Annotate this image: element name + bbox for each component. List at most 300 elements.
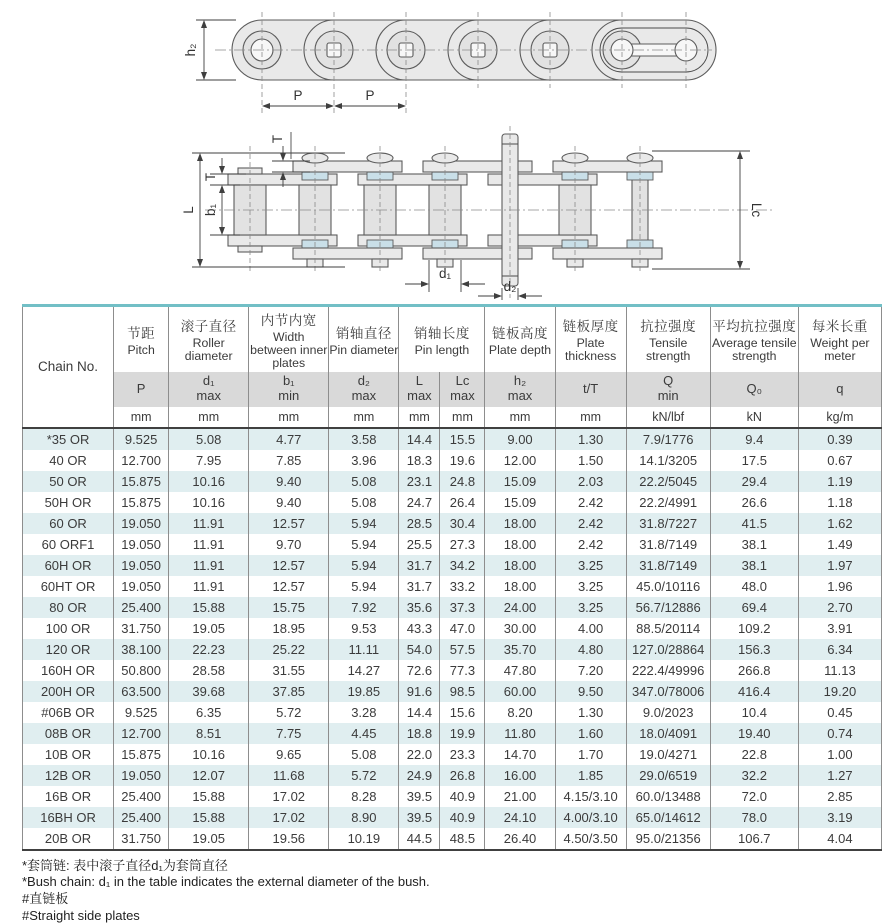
chain-no-cell: 120 OR bbox=[23, 639, 114, 660]
spec-value-cell: 17.02 bbox=[249, 786, 329, 807]
spec-value-cell: 25.22 bbox=[249, 639, 329, 660]
table-row bbox=[23, 639, 882, 660]
spec-value-cell: 14.4 bbox=[399, 428, 440, 450]
spec-value-cell: 7.92 bbox=[329, 597, 399, 618]
spec-value-cell: 19.40 bbox=[710, 723, 798, 744]
col-header-inner-width bbox=[249, 306, 329, 372]
spec-value-cell: 11.11 bbox=[329, 639, 399, 660]
spec-value-cell: 9.70 bbox=[249, 534, 329, 555]
table-row bbox=[23, 450, 882, 471]
unit-mm: mm bbox=[249, 407, 329, 428]
spec-value-cell: 45.0/10116 bbox=[626, 576, 710, 597]
header-en: Plate depth bbox=[488, 342, 552, 357]
table-row bbox=[23, 681, 882, 702]
table-row bbox=[23, 807, 882, 828]
footnote-line: #Straight side plates bbox=[22, 908, 140, 923]
chain-no-cell: 50H OR bbox=[44, 494, 92, 510]
dim-label-d2: d₂ bbox=[503, 279, 517, 294]
spec-value-cell: 1.49 bbox=[798, 534, 881, 555]
table-row bbox=[23, 513, 882, 534]
spec-value-cell: 57.5 bbox=[440, 639, 485, 660]
header-name-row bbox=[23, 306, 882, 372]
col-header-pitch bbox=[114, 306, 169, 372]
spec-value-cell: 31.7 bbox=[399, 555, 440, 576]
spec-value-cell: 39.5 bbox=[399, 786, 440, 807]
spec-value-cell: 15.875 bbox=[114, 471, 169, 492]
col-header-avg-tensile-strength bbox=[710, 306, 798, 372]
spec-value-cell: 12.57 bbox=[249, 513, 329, 534]
dim-label-t-top: T bbox=[270, 134, 285, 144]
spec-value-cell: 35.70 bbox=[485, 639, 555, 660]
header-en: Average tensile strength bbox=[712, 336, 797, 364]
spec-value-cell: 4.00 bbox=[555, 618, 626, 639]
dim-label-p2: P bbox=[365, 88, 375, 103]
unit-kn-lbf: kN/lbf bbox=[626, 407, 710, 428]
spec-value-cell: 1.97 bbox=[798, 555, 881, 576]
spec-value-cell: 25.400 bbox=[114, 786, 169, 807]
spec-value-cell: 11.91 bbox=[169, 534, 249, 555]
spec-value-cell: 1.50 bbox=[555, 450, 626, 471]
unit-mm: mm bbox=[485, 407, 555, 428]
header-cn: 节距 bbox=[127, 325, 156, 341]
chain-side-view-diagram bbox=[0, 0, 884, 120]
spec-value-cell: 2.03 bbox=[555, 471, 626, 492]
spec-value-cell: 37.85 bbox=[249, 681, 329, 702]
spec-value-cell: 15.09 bbox=[485, 492, 555, 513]
spec-value-cell: 7.9/1776 bbox=[626, 428, 710, 450]
spec-value-cell: 47.0 bbox=[440, 618, 485, 639]
table-row bbox=[23, 702, 882, 723]
spec-value-cell: 17.02 bbox=[249, 807, 329, 828]
spec-value-cell: 37.3 bbox=[440, 597, 485, 618]
spec-value-cell: 8.20 bbox=[485, 702, 555, 723]
table-row bbox=[23, 786, 882, 807]
spec-value-cell: 22.23 bbox=[169, 639, 249, 660]
unit-mm: mm bbox=[555, 407, 626, 428]
spec-value-cell: 12.700 bbox=[114, 723, 169, 744]
spec-value-cell: 19.85 bbox=[329, 681, 399, 702]
spec-value-cell: 18.95 bbox=[249, 618, 329, 639]
spec-value-cell: 9.525 bbox=[114, 702, 169, 723]
header-cn: 内节内宽 bbox=[260, 313, 317, 329]
spec-value-cell: 24.00 bbox=[485, 597, 555, 618]
spec-value-cell: 5.72 bbox=[329, 765, 399, 786]
footnote-line: #直链板 bbox=[22, 891, 69, 907]
unit-mm: mm bbox=[329, 407, 399, 428]
spec-value-cell: 9.4 bbox=[710, 428, 798, 450]
spec-value-cell: 54.0 bbox=[399, 639, 440, 660]
spec-value-cell: 24.8 bbox=[440, 471, 485, 492]
spec-value-cell: 4.50/3.50 bbox=[555, 828, 626, 850]
spec-value-cell: 4.77 bbox=[249, 428, 329, 450]
spec-value-cell: 14.70 bbox=[485, 744, 555, 765]
spec-value-cell: 39.5 bbox=[399, 807, 440, 828]
spec-value-cell: 78.0 bbox=[710, 807, 798, 828]
spec-value-cell: 34.2 bbox=[440, 555, 485, 576]
table-row bbox=[23, 828, 882, 850]
spec-value-cell: 2.42 bbox=[555, 513, 626, 534]
chain-no-cell: 16BH OR bbox=[23, 807, 114, 828]
spec-value-cell: 5.08 bbox=[329, 471, 399, 492]
spec-value-cell: 1.30 bbox=[555, 702, 626, 723]
dim-label-d1: d₁ bbox=[438, 266, 452, 281]
spec-value-cell: 10.19 bbox=[329, 828, 399, 850]
spec-value-cell: 22.0 bbox=[399, 744, 440, 765]
symbol-p: P bbox=[114, 372, 169, 407]
symbol-d1: d₁ max bbox=[169, 372, 249, 407]
spec-value-cell: 16.00 bbox=[485, 765, 555, 786]
chain-no-cell: 10B OR bbox=[44, 746, 92, 762]
chain-no-cell: 160H OR bbox=[40, 662, 96, 678]
table-row bbox=[23, 534, 882, 555]
header-cn: 链板厚度 bbox=[562, 319, 619, 335]
spec-value-cell: 7.75 bbox=[249, 723, 329, 744]
header-unit-row bbox=[23, 407, 882, 428]
spec-value-cell: 11.68 bbox=[249, 765, 329, 786]
chain-no-cell: 50 OR bbox=[23, 471, 114, 492]
spec-value-cell: 5.94 bbox=[329, 576, 399, 597]
spec-value-cell: 0.67 bbox=[798, 450, 881, 471]
spec-value-cell: 9.40 bbox=[249, 471, 329, 492]
spec-value-cell: 14.27 bbox=[329, 660, 399, 681]
spec-value-cell: 10.4 bbox=[710, 702, 798, 723]
col-header-pin-diameter bbox=[329, 306, 399, 372]
spec-value-cell: 3.28 bbox=[329, 702, 399, 723]
spec-value-cell: 4.04 bbox=[798, 828, 881, 850]
spec-value-cell: 22.2/4991 bbox=[626, 492, 710, 513]
spec-value-cell: 24.7 bbox=[399, 492, 440, 513]
spec-value-cell: 4.15/3.10 bbox=[555, 786, 626, 807]
chain-no-cell: 12B OR bbox=[23, 765, 114, 786]
table-row bbox=[23, 597, 882, 618]
chain-plan-view-diagram bbox=[0, 120, 884, 304]
chain-no-cell: 60 OR bbox=[23, 513, 114, 534]
spec-value-cell: 65.0/14612 bbox=[626, 807, 710, 828]
chain-no-cell: 60HT OR bbox=[40, 578, 96, 594]
spec-value-cell: 2.42 bbox=[555, 492, 626, 513]
spec-value-cell: 0.39 bbox=[798, 428, 881, 450]
spec-value-cell: 4.00/3.10 bbox=[555, 807, 626, 828]
spec-value-cell: 31.55 bbox=[249, 660, 329, 681]
spec-value-cell: 5.08 bbox=[329, 744, 399, 765]
spec-value-cell: 1.18 bbox=[798, 492, 881, 513]
spec-value-cell: 11.91 bbox=[169, 576, 249, 597]
spec-value-cell: 43.3 bbox=[399, 618, 440, 639]
spec-value-cell: 15.875 bbox=[114, 744, 169, 765]
spec-value-cell: 347.0/78006 bbox=[626, 681, 710, 702]
spec-value-cell: 32.2 bbox=[710, 765, 798, 786]
spec-value-cell: 11.91 bbox=[169, 555, 249, 576]
spec-value-cell: 29.0/6519 bbox=[626, 765, 710, 786]
spec-value-cell: 0.45 bbox=[798, 702, 881, 723]
spec-value-cell: 15.09 bbox=[485, 471, 555, 492]
spec-value-cell: 28.58 bbox=[169, 660, 249, 681]
spec-value-cell: 26.4 bbox=[440, 492, 485, 513]
spec-value-cell: 19.050 bbox=[114, 555, 169, 576]
spec-value-cell: 3.25 bbox=[555, 576, 626, 597]
spec-value-cell: 50.800 bbox=[114, 660, 169, 681]
spec-value-cell: 19.0/4271 bbox=[626, 744, 710, 765]
spec-value-cell: 3.58 bbox=[329, 428, 399, 450]
dim-label-b1: b₁ bbox=[203, 203, 218, 217]
symbol-q: Q min bbox=[626, 372, 710, 407]
spec-value-cell: 31.750 bbox=[114, 618, 169, 639]
spec-value-cell: 1.30 bbox=[555, 428, 626, 450]
col-header-plate-thickness bbox=[555, 306, 626, 372]
table-row bbox=[23, 428, 882, 450]
spec-value-cell: 1.96 bbox=[798, 576, 881, 597]
table-row bbox=[23, 744, 882, 765]
spec-value-cell: 17.5 bbox=[710, 450, 798, 471]
table-row bbox=[23, 765, 882, 786]
spec-value-cell: 18.0/4091 bbox=[626, 723, 710, 744]
spec-value-cell: 31.8/7149 bbox=[626, 534, 710, 555]
chain-no-cell: 40 OR bbox=[49, 452, 87, 468]
spec-value-cell: 1.27 bbox=[798, 765, 881, 786]
symbol-h2: h₂ max bbox=[485, 372, 555, 407]
spec-value-cell: 56.7/12886 bbox=[626, 597, 710, 618]
spec-value-cell: 24.10 bbox=[485, 807, 555, 828]
spec-value-cell: 9.0/2023 bbox=[626, 702, 710, 723]
spec-value-cell: 266.8 bbox=[710, 660, 798, 681]
spec-value-cell: 15.5 bbox=[440, 428, 485, 450]
spec-value-cell: 19.050 bbox=[114, 513, 169, 534]
spec-value-cell: 127.0/28864 bbox=[626, 639, 710, 660]
spec-value-cell: 30.4 bbox=[440, 513, 485, 534]
table-row bbox=[23, 555, 882, 576]
spec-value-cell: 33.2 bbox=[440, 576, 485, 597]
unit-mm: mm bbox=[114, 407, 169, 428]
table-row bbox=[23, 492, 882, 513]
header-cn: 每米长重 bbox=[811, 319, 868, 335]
spec-table bbox=[22, 304, 882, 851]
dim-label-lc: Lc bbox=[749, 202, 764, 218]
chain-no-cell: 60 ORF1 bbox=[41, 536, 95, 552]
symbol-d2: d₂ max bbox=[329, 372, 399, 407]
header-en: Weight per meter bbox=[810, 336, 870, 364]
spec-value-cell: 98.5 bbox=[440, 681, 485, 702]
spec-value-cell: 9.50 bbox=[555, 681, 626, 702]
spec-value-cell: 15.88 bbox=[169, 597, 249, 618]
col-header-chain-no: Chain No. bbox=[23, 306, 114, 428]
spec-value-cell: 14.4 bbox=[399, 702, 440, 723]
spec-value-cell: 2.85 bbox=[798, 786, 881, 807]
spec-value-cell: 29.4 bbox=[710, 471, 798, 492]
spec-value-cell: 18.00 bbox=[485, 555, 555, 576]
spec-value-cell: 9.00 bbox=[485, 428, 555, 450]
footnote-line: *Bush chain: d₁ in the table indicates the external diameter of the bush. bbox=[22, 874, 430, 890]
spec-value-cell: 15.875 bbox=[114, 492, 169, 513]
spec-value-cell: 38.1 bbox=[710, 555, 798, 576]
footnotes bbox=[22, 858, 884, 923]
header-en: Width between inner plates bbox=[250, 330, 328, 370]
chain-no-cell: *35 OR bbox=[23, 428, 114, 450]
spec-value-cell: 6.34 bbox=[798, 639, 881, 660]
spec-value-cell: 38.1 bbox=[710, 534, 798, 555]
spec-value-cell: 3.91 bbox=[798, 618, 881, 639]
header-cn: 平均抗拉强度 bbox=[712, 319, 797, 335]
spec-value-cell: 40.9 bbox=[440, 807, 485, 828]
spec-value-cell: 31.7 bbox=[399, 576, 440, 597]
chain-no-cell: 200H OR bbox=[23, 681, 114, 702]
spec-value-cell: 18.00 bbox=[485, 534, 555, 555]
spec-value-cell: 12.07 bbox=[169, 765, 249, 786]
footnote-line: *套筒链: 表中滚子直径d₁为套筒直径 bbox=[22, 857, 228, 873]
col-header-weight bbox=[798, 306, 881, 372]
spec-value-cell: 5.94 bbox=[329, 513, 399, 534]
spec-value-cell: 19.6 bbox=[440, 450, 485, 471]
spec-value-cell: 5.72 bbox=[249, 702, 329, 723]
spec-value-cell: 1.60 bbox=[555, 723, 626, 744]
chain-no-cell: 20B OR bbox=[44, 830, 92, 846]
spec-value-cell: 156.3 bbox=[710, 639, 798, 660]
spec-value-cell: 19.050 bbox=[114, 534, 169, 555]
spec-value-cell: 11.80 bbox=[485, 723, 555, 744]
spec-value-cell: 24.9 bbox=[399, 765, 440, 786]
spec-value-cell: 18.8 bbox=[399, 723, 440, 744]
spec-value-cell: 14.1/3205 bbox=[626, 450, 710, 471]
spec-value-cell: 44.5 bbox=[399, 828, 440, 850]
spec-value-cell: 8.90 bbox=[329, 807, 399, 828]
spec-value-cell: 9.40 bbox=[249, 492, 329, 513]
spec-value-cell: 77.3 bbox=[440, 660, 485, 681]
spec-value-cell: 8.51 bbox=[169, 723, 249, 744]
spec-value-cell: 47.80 bbox=[485, 660, 555, 681]
chain-no-cell: 08B OR bbox=[23, 723, 114, 744]
unit-mm: mm bbox=[169, 407, 249, 428]
unit-kg-m: kg/m bbox=[798, 407, 881, 428]
spec-value-cell: 7.20 bbox=[555, 660, 626, 681]
spec-value-cell: 12.57 bbox=[249, 555, 329, 576]
spec-value-cell: 2.42 bbox=[555, 534, 626, 555]
spec-value-cell: 21.00 bbox=[485, 786, 555, 807]
spec-value-cell: 1.19 bbox=[798, 471, 881, 492]
spec-value-cell: 91.6 bbox=[399, 681, 440, 702]
chain-no-cell: 16B OR bbox=[44, 788, 92, 804]
spec-value-cell: 9.53 bbox=[329, 618, 399, 639]
spec-value-cell: 3.25 bbox=[555, 597, 626, 618]
header-en: Pitch bbox=[127, 342, 155, 357]
spec-value-cell: 1.62 bbox=[798, 513, 881, 534]
spec-value-cell: 19.05 bbox=[169, 828, 249, 850]
spec-value-cell: 15.88 bbox=[169, 786, 249, 807]
header-en: Tensile strength bbox=[645, 336, 691, 364]
spec-value-cell: 106.7 bbox=[710, 828, 798, 850]
spec-value-cell: 416.4 bbox=[710, 681, 798, 702]
header-en: Plate thickness bbox=[564, 336, 617, 364]
spec-value-cell: 48.5 bbox=[440, 828, 485, 850]
symbol-q0: Q₀ bbox=[710, 372, 798, 407]
chain-no-cell: 60H OR bbox=[23, 555, 114, 576]
col-header-tensile-strength bbox=[626, 306, 710, 372]
chain-no-cell: 80 OR bbox=[23, 597, 114, 618]
spec-value-cell: 31.750 bbox=[114, 828, 169, 850]
spec-value-cell: 1.70 bbox=[555, 744, 626, 765]
spec-value-cell: 222.4/49996 bbox=[626, 660, 710, 681]
spec-value-cell: 25.400 bbox=[114, 597, 169, 618]
spec-value-cell: 38.100 bbox=[114, 639, 169, 660]
dim-label-l: L bbox=[181, 206, 196, 214]
spec-value-cell: 19.050 bbox=[114, 576, 169, 597]
symbol-q-weight: q bbox=[798, 372, 881, 407]
header-cn: 销轴直径 bbox=[335, 325, 392, 341]
header-cn: 销轴长度 bbox=[413, 325, 470, 341]
table-row bbox=[23, 618, 882, 639]
spec-value-cell: 28.5 bbox=[399, 513, 440, 534]
header-cn: 链板高度 bbox=[492, 325, 549, 341]
spec-value-cell: 35.6 bbox=[399, 597, 440, 618]
spec-value-cell: 19.05 bbox=[169, 618, 249, 639]
spec-value-cell: 88.5/20114 bbox=[626, 618, 710, 639]
spec-value-cell: 7.95 bbox=[169, 450, 249, 471]
table-row bbox=[23, 576, 882, 597]
spec-value-cell: 60.0/13488 bbox=[626, 786, 710, 807]
spec-value-cell: 9.65 bbox=[249, 744, 329, 765]
header-en: Pin diameter bbox=[329, 342, 399, 357]
header-en: Roller diameter bbox=[184, 336, 233, 364]
spec-value-cell: 19.20 bbox=[798, 681, 881, 702]
spec-value-cell: 18.00 bbox=[485, 576, 555, 597]
symbol-lc: Lc max bbox=[440, 372, 485, 407]
spec-value-cell: 3.25 bbox=[555, 555, 626, 576]
spec-value-cell: 7.85 bbox=[249, 450, 329, 471]
spec-value-cell: 1.00 bbox=[798, 744, 881, 765]
spec-value-cell: 11.13 bbox=[798, 660, 881, 681]
spec-value-cell: 26.8 bbox=[440, 765, 485, 786]
spec-value-cell: 23.1 bbox=[399, 471, 440, 492]
col-header-roller-diameter bbox=[169, 306, 249, 372]
col-header-pin-length bbox=[399, 306, 485, 372]
unit-mm: mm bbox=[440, 407, 485, 428]
col-header-plate-depth bbox=[485, 306, 555, 372]
spec-value-cell: 12.700 bbox=[114, 450, 169, 471]
spec-value-cell: 12.00 bbox=[485, 450, 555, 471]
chain-no-cell: 100 OR bbox=[45, 620, 91, 636]
spec-value-cell: 1.85 bbox=[555, 765, 626, 786]
spec-value-cell: 10.16 bbox=[169, 744, 249, 765]
symbol-l: L max bbox=[399, 372, 440, 407]
spec-value-cell: 39.68 bbox=[169, 681, 249, 702]
spec-value-cell: 5.94 bbox=[329, 534, 399, 555]
spec-value-cell: 41.5 bbox=[710, 513, 798, 534]
chain-no-cell: #06B OR bbox=[41, 704, 95, 720]
spec-value-cell: 26.40 bbox=[485, 828, 555, 850]
dim-label-t-left: T bbox=[203, 172, 218, 182]
header-en: Pin length bbox=[414, 342, 470, 357]
spec-value-cell: 19.56 bbox=[249, 828, 329, 850]
header-cn: 抗拉强度 bbox=[640, 319, 697, 335]
spec-value-cell: 19.9 bbox=[440, 723, 485, 744]
spec-value-cell: 30.00 bbox=[485, 618, 555, 639]
spec-value-cell: 5.08 bbox=[329, 492, 399, 513]
spec-value-cell: 15.88 bbox=[169, 807, 249, 828]
spec-value-cell: 12.57 bbox=[249, 576, 329, 597]
unit-mm: mm bbox=[399, 407, 440, 428]
spec-value-cell: 31.8/7149 bbox=[626, 555, 710, 576]
table-row bbox=[23, 723, 882, 744]
spec-value-cell: 95.0/21356 bbox=[626, 828, 710, 850]
spec-value-cell: 22.8 bbox=[710, 744, 798, 765]
spec-value-cell: 10.16 bbox=[169, 471, 249, 492]
spec-value-cell: 6.35 bbox=[169, 702, 249, 723]
spec-value-cell: 26.6 bbox=[710, 492, 798, 513]
spec-value-cell: 31.8/7227 bbox=[626, 513, 710, 534]
spec-value-cell: 18.00 bbox=[485, 513, 555, 534]
spec-value-cell: 72.0 bbox=[710, 786, 798, 807]
spec-value-cell: 9.525 bbox=[114, 428, 169, 450]
spec-value-cell: 4.45 bbox=[329, 723, 399, 744]
spec-value-cell: 25.5 bbox=[399, 534, 440, 555]
